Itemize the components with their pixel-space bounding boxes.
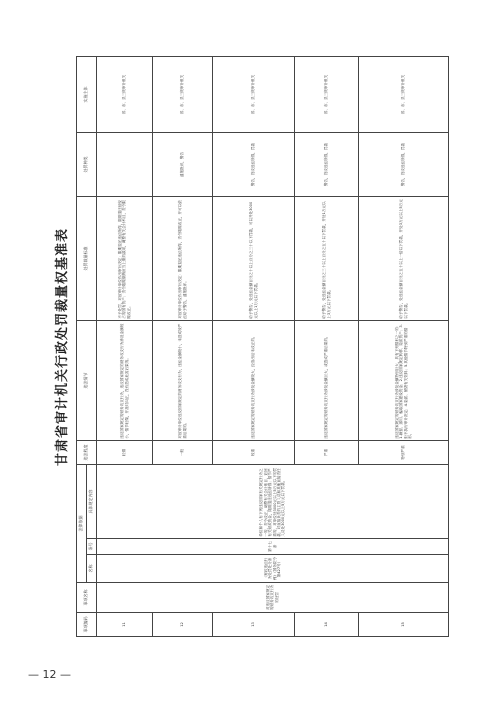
page-number: — 12 — [28,668,71,681]
header-violation-level: 违法程度 [77,441,97,465]
violation-level: 较重 [213,441,295,465]
violation-level: 轻微 [97,441,153,465]
circumstances: 违反国家规定的财务收支行为涉及金额较大，经指出后未改正的。 [213,321,295,441]
authority: 省、市、县三级审计机关 [153,57,213,133]
header-basis-article: 条号 [87,539,97,555]
row-number: 12 [153,613,213,637]
circumstances: 违反国家规定的财务收支行为涉及金额特别巨大，具有下列情形之一的：1.截留、挪用、骗取国家建设资金；2.违反国家规定转移、隐匿资产；3.拒不执行审计决定；4.隐匿、销毁有关资料；5.其他情节特别严重的情形。 [359,321,449,441]
authority: 省、市、县三级审计机关 [359,57,449,133]
basis-content: 单位和个人有下列违反国家有关规定行为之一的，责令改正，调整有关会计账目，追回有关财政资金，限期退还违法所得；情节严重的，对单位处3000元以上5万元以下的罚款；对直接负责的主管人员和其他直接责任人员处3000元以上5万元以下罚款。 [97,465,449,539]
header-penalty-type: 处罚种类 [77,133,97,197]
header-basis-content: 具体规定内容 [87,465,97,539]
authority: 省、市、县三级审计机关 [97,57,153,133]
basis-article: 第十七条 [97,539,449,555]
row-number: 15 [359,613,449,637]
circumstances: 对被审计单位违反国家规定的财务收支行为，违法金额较小，未造成较严重后果的。 [153,321,213,441]
penalty-type: 通报批评，警告 [153,133,213,197]
violation-level: 严重 [295,441,359,465]
basis-name: 《财政违法行为处罚处分条例》（国务院令第427号） [97,555,449,583]
penalty-type: 警告，没收违法所得，罚款 [213,133,295,197]
header-authority: 实施主体 [77,57,97,133]
discretion-standard: 给予警告，处违法金额百分之三十以上百分之五十以下罚款，并处1万元以上3万元以下罚款。 [295,197,359,321]
header-basis-group: 法律依据 [77,465,87,583]
item-name: 对违反国家规定的财务收支行为的处罚 [97,583,449,613]
header-row-no: 事项编码 [77,613,97,637]
discretion-standard: 给予警告，处违法金额百分之五十以上一倍以下罚款，并处3万元以上5万元以下罚款。 [359,197,449,321]
penalty-discretion-table [76,56,449,637]
penalty-type: 警告，没收违法所得，罚款 [295,133,359,197]
discretion-standard: 不予处罚，对被审计单位作出审计决定：限期退还违法所得，限期退还被侵占的国有资产；责令限期缴纳应当上缴的款项，调整有关会计科目，责令限期改正。 [97,197,153,321]
header-basis-name: 名称 [87,555,97,583]
document-title: 甘肃省审计机关行政处罚裁量权基准表 [55,228,70,467]
penalty-type: 警告，没收违法所得，罚款 [359,133,449,197]
violation-level: 一般 [153,441,213,465]
row-number: 13 [213,613,295,637]
circumstances: 违反国家规定的财务收支行为涉及金额巨大，或造成严重后果的。 [295,321,359,441]
circumstances: 违反国家规定的财务收支行为，违反国家规定的财务收支行为涉及金额较小，情节轻微，并及时纠正，没有造成危害后果的。 [97,321,153,441]
discretion-standard: 对被审计单位作出审计决定：限期退还违法所得，责令限期改正，并可以依法给予警告，通报批评。 [153,197,213,321]
table-row [97,57,153,637]
authority: 省、市、县三级审计机关 [213,57,295,133]
row-number: 11 [97,613,153,637]
rotated-table-block [52,57,448,637]
header-circumstances: 违法情节 [77,321,97,441]
discretion-standard: 给予警告，处违法金额百分之十以上百分之三十以下罚款，可以并处3000元以上1万元以下罚款。 [213,197,295,321]
authority: 省、市、县三级审计机关 [295,57,359,133]
violation-level: 特别严重 [359,441,449,465]
header-item-name: 事项名称 [77,583,97,613]
header-standard: 处罚裁量标准 [77,197,97,321]
penalty-type [97,133,153,197]
row-number: 14 [295,613,359,637]
